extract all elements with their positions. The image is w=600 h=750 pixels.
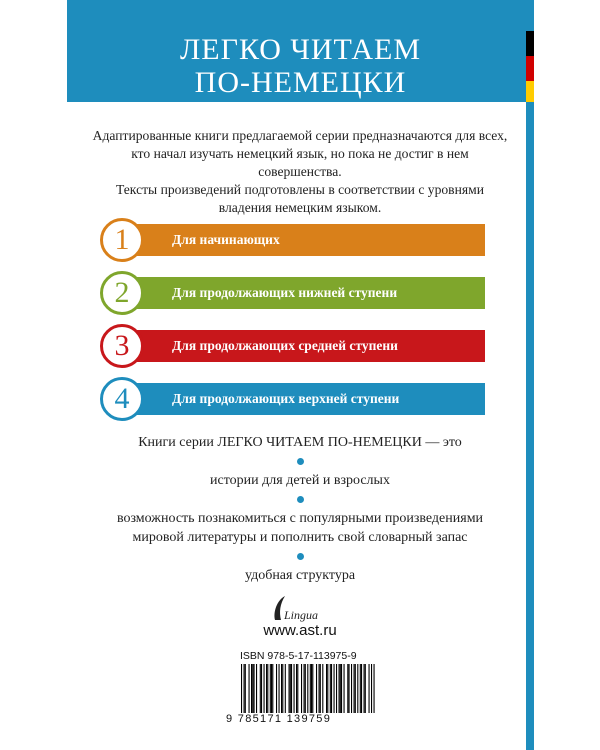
level-2-number: 2 <box>100 271 144 315</box>
series-title-line1: ЛЕГКО ЧИТАЕМ <box>179 33 422 66</box>
barcode-bar <box>290 664 291 716</box>
series-features <box>90 433 510 585</box>
barcode-bar <box>319 664 320 716</box>
level-1-bar <box>120 224 485 256</box>
feature-item: удобная структура <box>244 568 356 583</box>
barcode-bar <box>360 664 361 716</box>
level-3-number: 3 <box>100 324 144 368</box>
barcode-bar <box>322 664 323 716</box>
barcode-bar <box>279 664 280 716</box>
barcode-bar <box>307 664 308 716</box>
barcode-bar <box>261 664 262 716</box>
barcode-bar <box>347 664 348 716</box>
barcode-digits: 9 785171 139759 <box>226 713 406 725</box>
barcode-bar <box>331 664 332 716</box>
feature-item: истории для детей и взрослых <box>210 473 390 488</box>
barcode-bar <box>272 664 273 716</box>
barcode-bar <box>285 664 286 716</box>
lead-suffix: — это <box>421 435 462 450</box>
lingua-logo-text: Lingua <box>284 608 319 622</box>
barcode-bar <box>249 664 250 716</box>
barcode-bar <box>305 664 306 716</box>
level-4-number: 4 <box>100 377 144 421</box>
barcode-bar <box>357 664 358 716</box>
intro-paragraph-1: Адаптированные книги предлагаемой серии предназначаются для всех, кто начал изучать немецкий язык, но пока не достиг в нем совершенства. <box>92 128 508 179</box>
barcode-bar <box>270 664 271 716</box>
barcode-bar <box>282 664 283 716</box>
barcode-bar <box>266 664 267 716</box>
barcode-bar <box>340 664 341 716</box>
barcode-bar <box>254 664 255 716</box>
barcode-bar <box>371 664 372 716</box>
intro-paragraph-2: Тексты произведений подготовлены в соответствии с уровнями владения немецким языком. <box>115 182 484 215</box>
barcode-bar <box>369 664 370 716</box>
barcode-bar <box>304 664 305 716</box>
level-2-label: Для продолжающих нижней ступени <box>172 285 398 300</box>
barcode-bar <box>312 664 313 716</box>
barcode-bar <box>241 664 242 716</box>
barcode-bar <box>349 664 350 716</box>
barcode-bar <box>310 664 311 716</box>
barcode-bar <box>281 664 282 716</box>
bullet-dot-icon <box>297 496 304 503</box>
barcode-bar <box>301 664 302 716</box>
german-flag-icon <box>526 31 534 106</box>
level-1-label: Для начинающих <box>172 232 280 247</box>
barcode-bar <box>361 664 362 716</box>
level-1 <box>100 218 485 262</box>
barcode-bar <box>316 664 317 716</box>
cover-edge-stripe <box>526 102 534 750</box>
barcode-bar <box>297 664 298 716</box>
barcode-bar <box>271 664 272 716</box>
flag-stripe-black <box>526 31 534 56</box>
barcode-bar <box>320 664 321 716</box>
barcode-bar <box>256 664 257 716</box>
series-header <box>67 0 534 102</box>
barcode-bar <box>334 664 335 716</box>
flag-stripe-red <box>526 56 534 81</box>
barcode-bar <box>245 664 246 716</box>
level-4 <box>100 377 485 421</box>
level-3-bar <box>120 330 485 362</box>
barcode-bar <box>289 664 290 716</box>
bullet-dot-icon <box>297 458 304 465</box>
features-lead <box>90 433 510 452</box>
lead-prefix: Книги серии <box>138 435 218 450</box>
barcode-bar <box>244 664 245 716</box>
barcode-bar <box>327 664 328 716</box>
barcode-bar <box>355 664 356 716</box>
level-4-bar <box>120 383 485 415</box>
barcode-bar <box>344 664 345 716</box>
barcode-bar <box>364 664 365 716</box>
barcode-bar <box>341 664 342 716</box>
isbn-label: ISBN 978-5-17-113975-9 <box>240 650 357 662</box>
barcode-bar <box>339 664 340 716</box>
barcode-bar <box>311 664 312 716</box>
barcode-bar <box>296 664 297 716</box>
barcode-bar <box>267 664 268 716</box>
level-4-label: Для продолжающих верхней ступени <box>172 391 400 406</box>
barcode-bar <box>351 664 352 716</box>
barcode-bar <box>330 664 331 716</box>
barcode-bar <box>260 664 261 716</box>
barcode-bar <box>294 664 295 716</box>
level-2 <box>100 271 485 315</box>
intro-text <box>90 127 510 217</box>
barcode-bar <box>354 664 355 716</box>
barcode-bar <box>291 664 292 716</box>
level-1-number: 1 <box>100 218 144 262</box>
barcode-bar <box>326 664 327 716</box>
barcode-bar <box>264 664 265 716</box>
series-title-line2: ПО-НЕМЕЦКИ <box>194 66 407 99</box>
bullet-dot-icon <box>297 553 304 560</box>
series-title <box>67 33 534 99</box>
feature-item: возможность познакомиться с популярными произведениями мировой литературы и пополнить свой словарный запас <box>116 511 484 545</box>
barcode-bar <box>251 664 252 716</box>
barcode-bar <box>336 664 337 716</box>
barcode-bar <box>252 664 253 716</box>
level-3-label: Для продолжающих средней ступени <box>172 338 398 353</box>
barcode-bar <box>276 664 277 716</box>
publisher-url: www.ast.ru <box>263 622 337 639</box>
level-3 <box>100 324 485 368</box>
level-2-bar <box>120 277 485 309</box>
barcode-bar <box>374 664 375 716</box>
lead-series: ЛЕГКО ЧИТАЕМ ПО-НЕМЕЦКИ <box>217 435 422 450</box>
barcode-bar <box>365 664 366 716</box>
